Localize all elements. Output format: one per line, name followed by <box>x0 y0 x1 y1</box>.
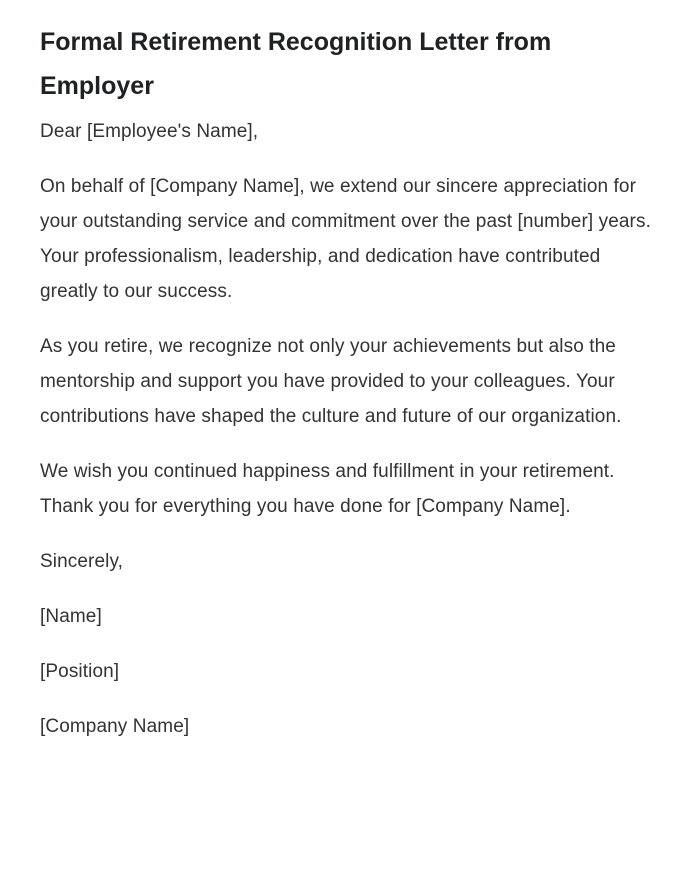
page-title: Formal Retirement Recognition Letter from Employer <box>40 28 552 100</box>
signature-name: [Name] <box>40 606 102 627</box>
paragraph-well-wishes: We wish you continued happiness and fulfillment in your retirement. Thank you for everything you have done for [Company Name]. <box>40 461 615 517</box>
salutation: Dear [Employee's Name], <box>40 121 259 142</box>
signature-position: [Position] <box>40 661 120 682</box>
closing: Sincerely, <box>40 551 124 572</box>
paragraph-appreciation: On behalf of [Company Name], we extend our sincere appreciation for your outstanding service and commitment over the past [number] years. Your professionalism, leadership, and dedication have contributed greatly to our success. <box>40 176 651 302</box>
paragraph-recognition: As you retire, we recognize not only your achievements but also the mentorship and support you have provided to your colleagues. Your contributions have shaped the culture and future of our organization. <box>40 336 622 427</box>
signature-company: [Company Name] <box>40 716 190 737</box>
